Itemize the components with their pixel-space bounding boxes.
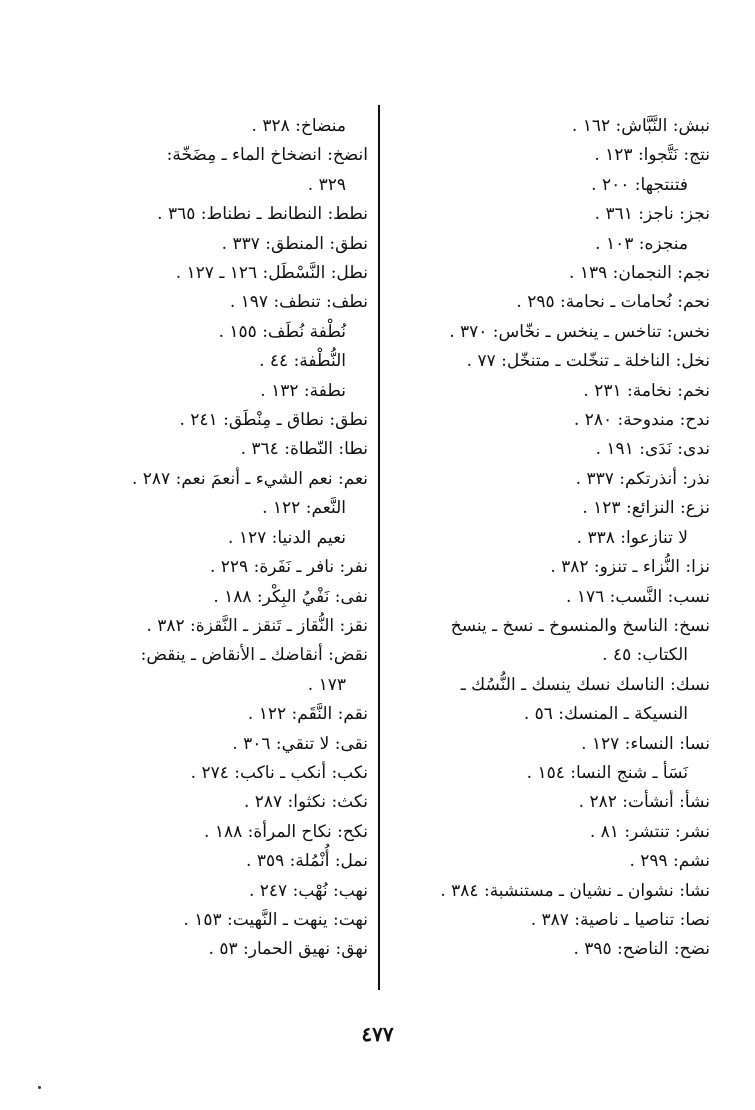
index-entry: نخم: نخامة: ٢٣١ . xyxy=(583,380,710,401)
index-entry: نشأ: أنشأت: ٢٨٢ . xyxy=(578,792,710,813)
index-entry: نذر: أنذرتكم: ٣٣٧ . xyxy=(575,468,710,489)
index-entry: نجم: النجمان: ١٣٩ . xyxy=(569,263,710,284)
index-entry: نهب: نُهْب: ٢٤٧ . xyxy=(248,880,368,901)
page-number: ٤٧٧ xyxy=(361,1022,394,1046)
index-entry: ندى: نَدَى: ١٩١ . xyxy=(595,439,710,460)
page-speck xyxy=(38,1086,41,1089)
index-entry: فتنتجها: ٢٠٠ . xyxy=(591,174,688,195)
right-index-column xyxy=(380,112,710,965)
index-entry: نطف: تنطف: ١٩٧ . xyxy=(229,292,368,313)
index-entry: نفى: نَفْيُ البِكْر: ١٨٨ . xyxy=(213,586,368,607)
index-entry: النَّعم: ١٢٢ . xyxy=(262,498,346,519)
index-entry: انضخ: انضخاخ الماء ـ مِضَخّة: xyxy=(166,145,368,166)
index-entry: نضح: الناضح: ٣٩٥ . xyxy=(573,939,710,960)
index-entry: نفر: نافر ـ نَفَرة: ٢٢٩ . xyxy=(209,557,368,578)
index-entry: نبش: النَّبَّاش: ١٦٢ . xyxy=(571,116,710,136)
index-entry: منضاخ: ٣٢٨ . xyxy=(251,116,346,136)
index-entry: نطط: النطانط ـ نطناط: ٣٦٥ . xyxy=(157,204,368,225)
index-entry: نهق: نهيق الحمار: ٥٣ . xyxy=(208,939,368,960)
index-entry: نكث: نكثوا: ٢٨٧ . xyxy=(243,792,368,813)
index-entry: نسك: الناسك نسك ينسك ـ النُّسُك ـ xyxy=(460,674,710,695)
index-entry: نعم: نعم الشيء ـ أنعمَ نعم: ٢٨٧ . xyxy=(131,468,368,489)
index-entry: نقز: النُّقاز ـ تَنقز ـ النَّقزة: ٣٨٢ . xyxy=(146,615,368,636)
index-entry: نشا: نشوان ـ نشيان ـ مستنشبة: ٣٨٤ . xyxy=(440,880,710,901)
index-entry: منجزه: ١٠٣ . xyxy=(595,233,688,254)
index-entry: نكح: نكاح المرأة: ١٨٨ . xyxy=(204,821,368,842)
index-entry: نزا: النُّزاء ـ تنزو: ٣٨٢ . xyxy=(550,557,710,578)
index-entry: ٣٢٩ . xyxy=(307,174,346,195)
index-entry: نصا: تناصيا ـ ناصية: ٣٨٧ . xyxy=(530,909,710,930)
index-entry: نحم: نُحامات ـ نحامة: ٢٩٥ . xyxy=(516,292,710,313)
index-entry: نُطْفة نُطَف: ١٥٥ . xyxy=(218,321,346,342)
index-entry: نطل: النَّسْطَل: ١٢٦ ـ ١٢٧ . xyxy=(175,263,368,284)
column-divider xyxy=(378,105,380,990)
index-entry: النُّطْفة: ٤٤ . xyxy=(259,351,346,372)
index-entry: نعيم الدنيا: ١٢٧ . xyxy=(228,527,346,548)
index-entry: نهت: ينهت ـ النَّهيت: ١٥٣ . xyxy=(183,909,368,930)
index-entry: نكب: أنكب ـ ناكب: ٢٧٤ . xyxy=(190,762,368,783)
index-entry: نشم: ٢٩٩ . xyxy=(629,851,710,872)
index-entry: نقم: النَّقَم: ١٢٢ . xyxy=(247,704,368,725)
index-entry: نطق: المنطق: ٣٣٧ . xyxy=(221,233,368,254)
index-entry: نَسَأ ـ شنج النسا: ١٥٤ . xyxy=(526,762,688,783)
index-entry: نقض: أنقاضك ـ الأنقاض ـ ينقض: xyxy=(140,645,368,666)
index-entry: نشر: تنتشر: ٨١ . xyxy=(589,821,710,842)
index-entry: الكتاب: ٤٥ . xyxy=(602,645,688,666)
index-entry: لا تنازعوا: ٣٣٨ . xyxy=(576,527,688,548)
index-entry: النسيكة ـ المنسك: ٥٦ . xyxy=(523,704,688,725)
index-entry: نطق: نطاق ـ مِنْطَق: ٢٤١ . xyxy=(179,410,368,431)
index-entry: نمل: أُنْمُلة: ٣٥٩ . xyxy=(246,851,368,872)
index-entry: ندح: مندوحة: ٢٨٠ . xyxy=(573,410,710,431)
left-index-column xyxy=(28,112,368,965)
index-entry: نسب: النَّسب: ١٧٦ . xyxy=(566,586,710,607)
index-entry: نجز: ناجز: ٣٦١ . xyxy=(594,204,710,225)
index-entry: نزع: النزائع: ١٢٣ . xyxy=(582,498,710,519)
index-entry: ١٧٣ . xyxy=(307,674,346,695)
index-entry: نخل: الناخلة ـ تنخّلت ـ متنخّل: ٧٧ . xyxy=(466,351,710,372)
index-entry: نسا: النساء: ١٢٧ . xyxy=(581,733,710,754)
index-entry: نخس: تناخس ـ ينخس ـ نخّاس: ٣٧٠ . xyxy=(449,321,710,342)
index-entry: نسخ: الناسخ والمنسوخ ـ نسخ ـ ينسخ xyxy=(450,615,710,636)
index-entry: نطا: النّطاة: ٣٦٤ . xyxy=(240,439,368,460)
index-entry: نطفة: ١٣٢ . xyxy=(260,380,346,401)
index-entry: نقى: لا تنقي: ٣٠٦ . xyxy=(232,733,368,754)
index-entry: نتج: نَتَّجوا: ١٢٣ . xyxy=(594,145,710,166)
